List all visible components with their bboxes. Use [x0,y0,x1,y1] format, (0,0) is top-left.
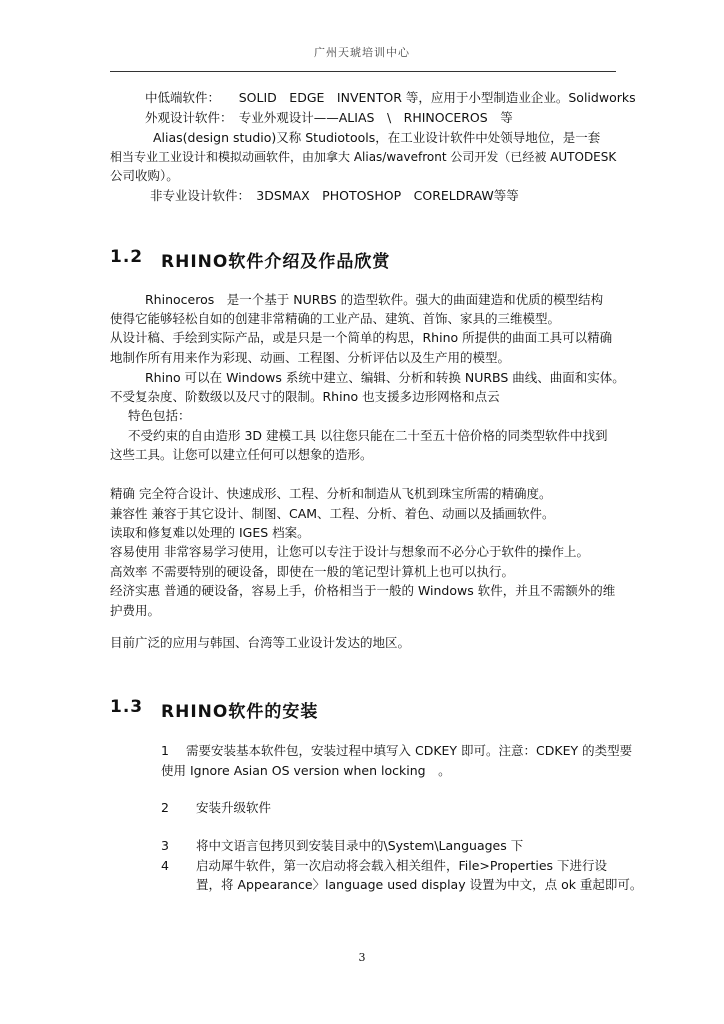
intro-line: 公司收购）。 [110,168,179,183]
page-header-title: 广州天琥培训中心 [314,46,410,59]
intro-line: Alias(design studio)又称 Studiotools，在工业设计软件中处领导地位，是一套 [153,130,601,145]
body-line: 不受约束的自由造形 3D 建模工具 以往您只能在二十至五十倍价格的同类型软件中找到 [128,428,608,443]
body-line: 高效率 不需要特别的硬设备，即使在一般的笔记型计算机上也可以执行。 [110,564,514,579]
body-line: 容易使用 非常容易学习使用，让您可以专注于设计与想象而不必分心于软件的操作上。 [110,544,589,559]
list-item-number: 1 [161,743,169,758]
body-line: 经济实惠 普通的硬设备，容易上手，价格相当于一般的 Windows 软件，并且不需额外的维 [110,583,616,598]
intro-line: 外观设计软件： 专业外观设计——ALIAS \ RHINOCEROS 等 [145,110,513,125]
list-item-text: 需要安装基本软件包，安装过程中填写入 CDKEY 即可。注意：CDKEY 的类型要 [186,743,633,758]
body-line: 目前广泛的应用与韩国、台湾等工业设计发达的地区。 [110,635,411,650]
intro-line: 相当专业工业设计和模拟动画软件，由加拿大 Alias/wavefront 公司开发（已经被 AUTODESK [110,150,617,164]
list-item-number: 4 [161,858,169,873]
header-divider [110,71,616,72]
body-line: 护费用。 [110,603,161,618]
section-title: RHINO软件介绍及作品欣赏 [161,252,391,272]
body-line: 从设计稿、手绘到实际产品，或是只是一个简单的构思，Rhino 所提供的曲面工具可以精确 [110,330,613,345]
list-item-text: 将中文语言包拷贝到安装目录中的\System\Languages 下 [196,838,524,853]
body-line: 地制作所有用来作为彩现、动画、工程图、分析评估以及生产用的模型。 [110,350,511,365]
body-line: 使得它能够轻松自如的创建非常精确的工业产品、建筑、首饰、家具的三维模型。 [110,311,561,326]
list-item-number: 2 [161,800,169,815]
list-item-number: 3 [161,838,169,853]
body-line: 特色包括： [128,408,191,423]
list-item-continuation: 使用 Ignore Asian OS version when locking 。 [161,763,451,778]
body-line: Rhinoceros 是一个基于 NURBS 的造型软件。强大的曲面建造和优质的模型结构 [145,292,604,307]
body-line: Rhino 可以在 Windows 系统中建立、编辑、分析和转换 NURBS 曲线、曲面和实体。 [145,370,625,385]
body-line: 精确 完全符合设计、快速成形、工程、分析和制造从飞机到珠宝所需的精确度。 [110,486,552,501]
body-line: 不受复杂度、阶数级以及尺寸的限制。Rhino 也支援多边形网格和点云 [110,389,500,404]
section-number: 1.2 [110,247,144,267]
body-line: 这些工具。让您可以建立任何可以想象的造形。 [110,447,373,462]
list-item-text: 安装升级软件 [196,800,272,815]
intro-line: 中低端软件： SOLID EDGE INVENTOR 等，应用于小型制造业企业。Solidworks [145,90,636,105]
section-number: 1.3 [110,697,144,717]
section-title: RHINO软件的安装 [161,702,319,722]
page-number: 3 [358,951,366,964]
list-item-continuation: 置，将 Appearance〉language used display 设置为中文，点 ok 重起即可。 [196,877,643,892]
intro-line: 非专业设计软件： 3DSMAX PHOTOSHOP CORELDRAW等等 [150,188,519,203]
body-line: 兼容性 兼容于其它设计、制图、CAM、工程、分析、着色、动画以及插画软件。 [110,506,555,521]
list-item-text: 启动犀牛软件，第一次启动将会载入相关组件，File>Properties 下进行设 [196,858,608,873]
body-line: 读取和修复难以处理的 IGES 档案。 [110,525,310,540]
